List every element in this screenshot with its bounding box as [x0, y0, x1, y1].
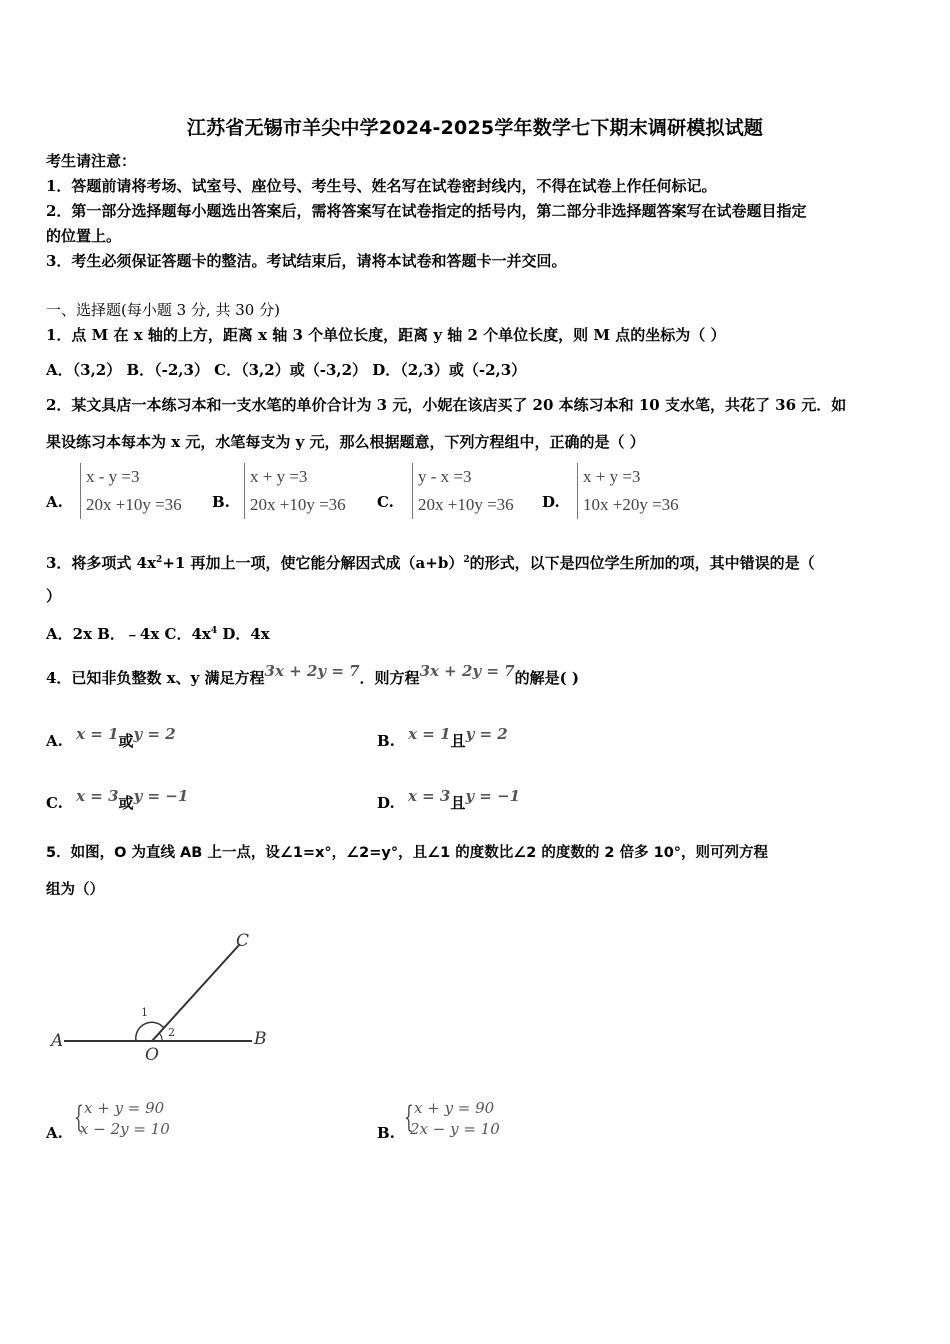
q2-b-eq2: 20x +10y =36 [250, 495, 346, 514]
q2-option-a-label: A. [46, 493, 63, 511]
q3-stem-part3: 的形式，以下是四位学生所加的项，其中错误的是（ [469, 554, 815, 572]
q5-option-b-label: B. [377, 1124, 395, 1142]
q4-stem-part1: 4．已知非负整数 x、y 满足方程 [46, 669, 265, 687]
q2-option-b-system [244, 463, 346, 519]
q5-option-b-system [404, 1098, 500, 1140]
ray-oc [152, 944, 240, 1041]
notice-item-3: 3．考生必须保证答题卡的整洁。考试结束后，请将本试卷和答题卡一并交回。 [46, 252, 567, 270]
q5-a-eq1: x + y = 90 [84, 1099, 165, 1117]
q2-option-c-label: C. [377, 493, 394, 511]
q2-option-a-system [80, 463, 182, 519]
q2-c-eq2: 20x +10y =36 [418, 495, 514, 514]
label-b: B [254, 1029, 267, 1049]
q5-b-brace: { [404, 1100, 414, 1135]
q4-c-m2: y = −1 [133, 787, 189, 805]
label-angle-2: 2 [168, 1026, 175, 1039]
q4-c-m1: x = 3 [76, 787, 119, 805]
notice-item-2: 2．第一部分选择题每小题选出答案后，需将答案写在试卷指定的括号内，第二部分非选择题答案写在试卷题目指定 [46, 202, 807, 220]
q1-options: A．（3,2） B．（-2,3） C．（3,2）或（-3,2） D．（2,3）或（-2,3） [46, 361, 527, 379]
q4-c-conj: 或 [118, 794, 134, 812]
q5-option-a-label: A. [46, 1124, 63, 1142]
q4-a-m1: x = 1 [76, 725, 119, 743]
q3-sup2: 2 [463, 555, 470, 565]
q5-stem-line2: 组为（） [46, 882, 104, 898]
q2-option-d-label: D. [542, 493, 560, 511]
angle-2-arc [159, 1033, 162, 1041]
q4-d-label: D. [377, 794, 395, 812]
q3-stem-line2: ） [46, 587, 62, 605]
q5-stem-line1: 5．如图，O 为直线 AB 上一点，设∠1=x°，∠2=y°，且∠1 的度数比∠2 的度数的 2 倍多 10°，则可列方程 [46, 845, 769, 861]
q4-a-m2: y = 2 [133, 725, 176, 743]
q4-option-c [46, 787, 189, 813]
q3-options [46, 621, 270, 644]
q2-d-eq1: x + y =3 [583, 467, 641, 486]
q3-options-abc: A．2x B．﹣4x C．4x [46, 625, 211, 643]
q4-option-b [377, 725, 508, 751]
q4-c-label: C. [46, 794, 63, 812]
q4-b-m2: y = 2 [465, 725, 508, 743]
q4-b-conj: 且 [450, 732, 466, 750]
q2-option-b-label: B. [212, 493, 230, 511]
q2-stem-line1: 2．某文具店一本练习本和一支水笔的单价合计为 3 元，小妮在该店买了 20 本练习本和 10 支水笔，共花了 36 元．如 [46, 396, 847, 414]
q5-b-eq1: x + y = 90 [414, 1099, 495, 1117]
q3-stem-line1 [46, 550, 815, 573]
q5-option-a-system [74, 1098, 170, 1140]
notice-item-1: 1．答题前请将考场、试室号、座位号、考生号、姓名写在试卷密封线内，不得在试卷上作任何标记。 [46, 177, 717, 195]
q5-b-eq2: 2x − y = 10 [410, 1120, 500, 1138]
q4-eq-2: 3x + 2y = 7 [419, 662, 515, 680]
q4-d-m2: y = −1 [465, 787, 521, 805]
q1-stem: 1．点 M 在 x 轴的上方，距离 x 轴 3 个单位长度，距离 y 轴 2 个单位长度，则 M 点的坐标为（ ） [46, 326, 726, 344]
q5-a-eq2: x − 2y = 10 [80, 1120, 170, 1138]
q4-d-conj: 且 [450, 794, 466, 812]
q4-b-label: B. [377, 732, 395, 750]
label-angle-1: 1 [141, 1006, 148, 1019]
q2-b-eq1: x + y =3 [250, 467, 308, 486]
q4-option-d [377, 787, 521, 813]
q4-option-a [46, 725, 176, 751]
label-a: A [51, 1031, 64, 1051]
q4-stem [46, 662, 579, 688]
label-c: C [236, 931, 250, 951]
q4-a-conj: 或 [118, 732, 134, 750]
q3-sup3: 4 [210, 626, 218, 636]
q2-stem-line2: 果设练习本每本为 x 元，水笔每支为 y 元，那么根据题意，下列方程组中，正确的是（ ） [46, 433, 645, 451]
q4-d-m1: x = 3 [407, 787, 451, 805]
q4-eq-1: 3x + 2y = 7 [264, 662, 360, 680]
q2-option-c-system [412, 463, 514, 519]
q2-d-eq2: 10x +20y =36 [583, 495, 679, 514]
q3-sup1: 2 [156, 555, 163, 565]
q2-a-eq2: 20x +10y =36 [86, 495, 182, 514]
q2-option-d-system [577, 463, 679, 519]
notice-heading: 考生请注意： [46, 152, 137, 170]
q2-a-eq1: x - y =3 [86, 467, 140, 486]
q3-stem-part2: +1 再加上一项，使它能分解因式成（a+b） [162, 554, 464, 572]
q4-stem-part3: 的解是( ) [514, 669, 579, 687]
label-o: O [145, 1045, 159, 1065]
section-heading: 一、选择题(每小题 3 分, 共 30 分) [46, 301, 280, 319]
q2-c-eq1: y - x =3 [418, 467, 472, 486]
q5-figure [46, 920, 276, 1070]
notice-item-2-cont: 的位置上。 [46, 227, 122, 245]
q4-stem-part2: ．则方程 [359, 669, 420, 687]
page-title: 江苏省无锡市羊尖中学2024-2025学年数学七下期末调研模拟试题 [186, 117, 764, 139]
q5-a-brace: { [74, 1100, 84, 1135]
q3-option-d: D．4x [217, 625, 270, 643]
q4-b-m1: x = 1 [408, 725, 451, 743]
q4-a-label: A. [46, 732, 63, 750]
q3-stem-part1: 3．将多项式 4x [46, 554, 157, 572]
